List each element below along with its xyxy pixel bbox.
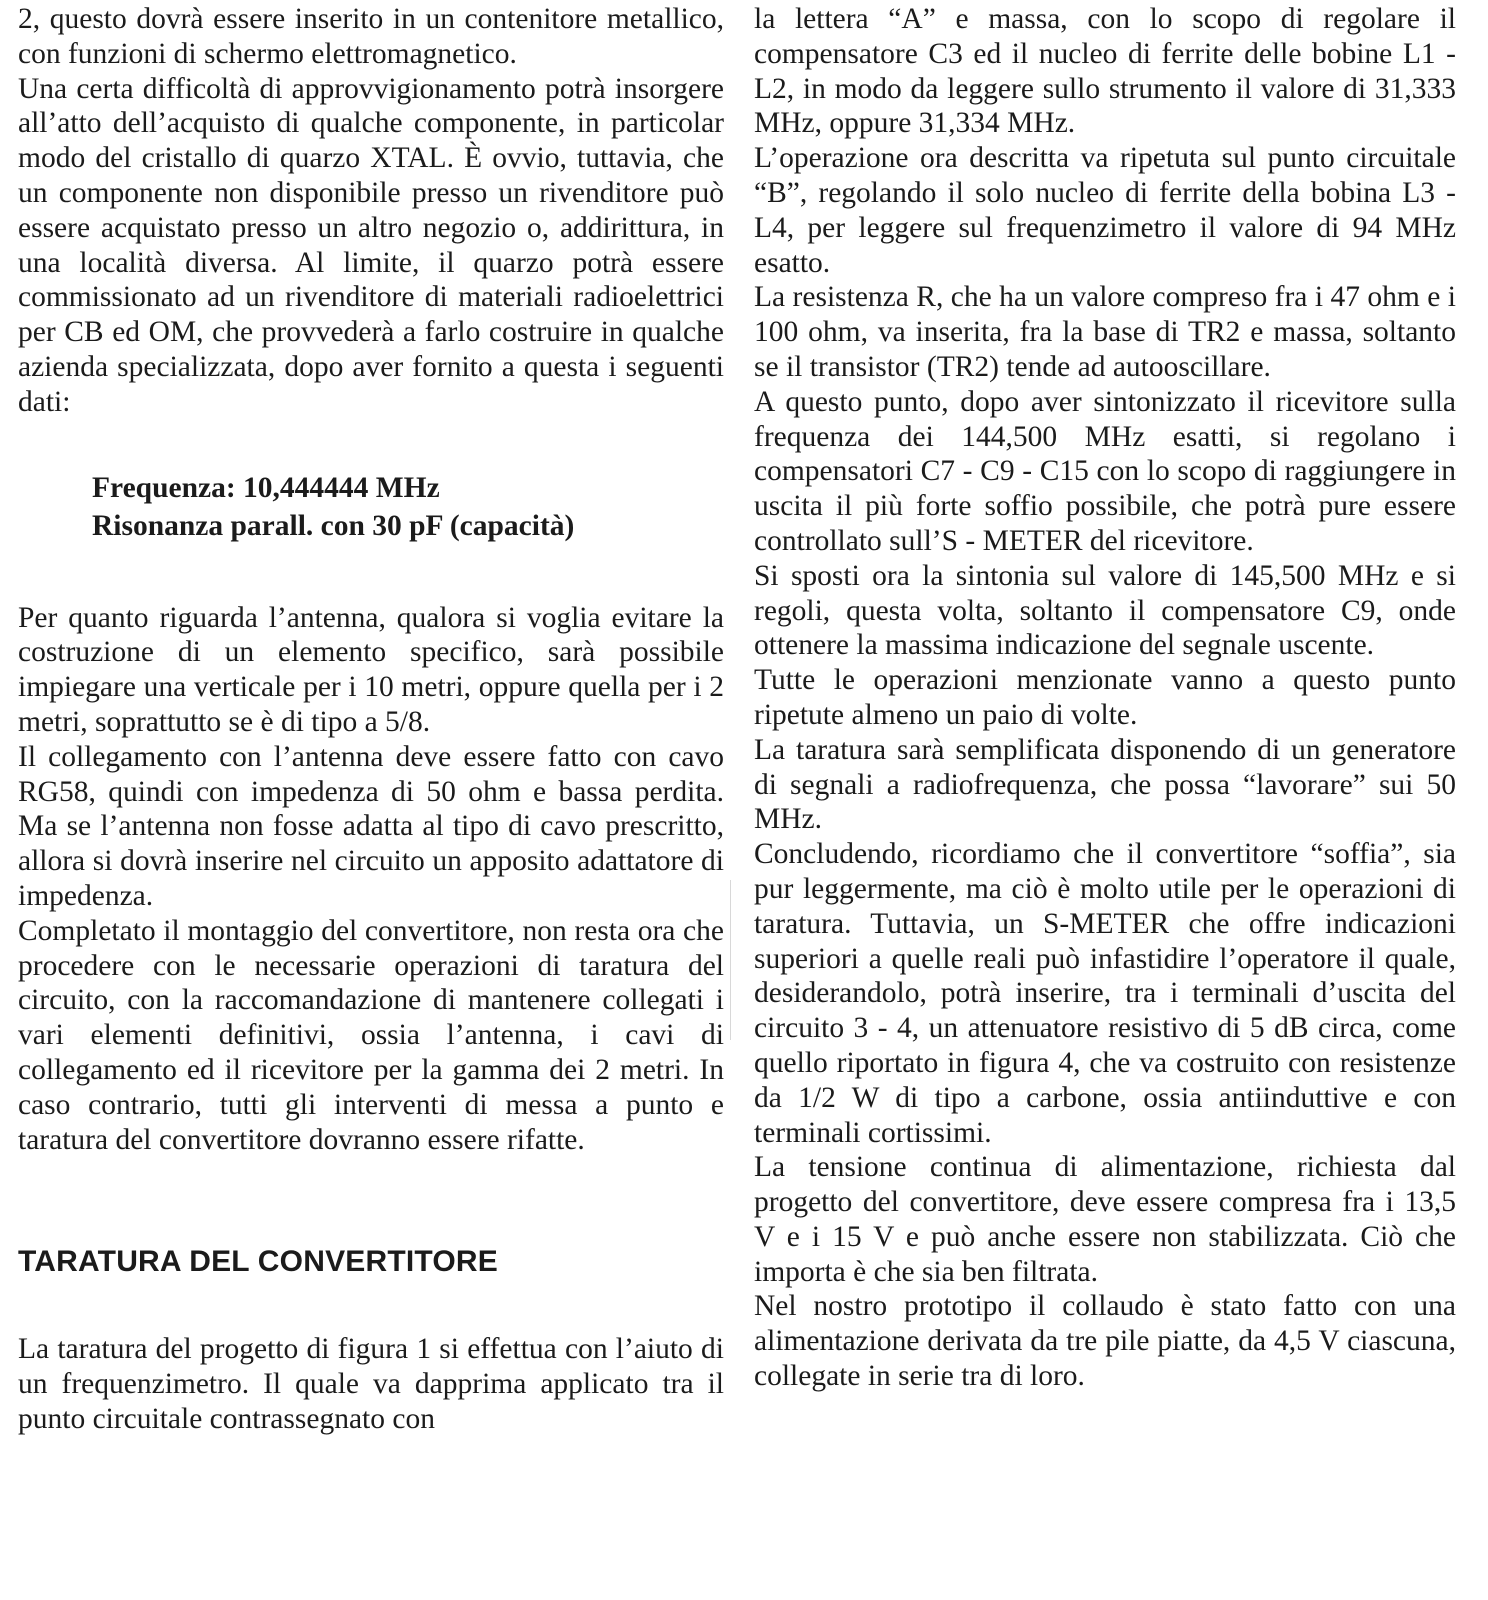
paragraph: 2, questo dovrà essere inserito in un contenitore metallico, con funzioni di schermo elettromagnetico.	[18, 3, 724, 70]
column-divider	[730, 880, 731, 1040]
paragraph: La taratura sarà semplificata disponendo di un generatore di segnali a radiofrequenza, che possa “lavorare” sui 50 MHz.	[754, 733, 1456, 836]
paragraph: La resistenza R, che ha un valore compreso fra i 47 ohm e i 100 ohm, va inserita, fra la base di TR2 e massa, soltanto se il transistor (TR2) tende ad autooscillare.	[754, 281, 1456, 383]
paragraph: Per quanto riguarda l’antenna, qualora si voglia evitare la costruzione di un elemento specifico, sarà possibile impiegare una verticale per i 10 metri, oppure quella per i 2 metri, soprattutto se è di tipo a 5/8.	[18, 601, 724, 738]
section-heading: TARATURA DEL CONVERTITORE	[18, 1245, 499, 1279]
quartz-specs-block	[92, 469, 724, 545]
quartz-frequency: Frequenza: 10,444444 MHz	[92, 471, 440, 504]
paragraph: la lettera “A” e massa, con lo scopo di regolare il compensatore C3 ed il nucleo di ferrite delle bobine L1 - L2, in modo da leggere sullo strumento il valore di 31,333 MHz, oppure 31,334 MHz.	[754, 3, 1456, 140]
paragraph: Concludendo, ricordiamo che il convertitore “soffia”, sia pur leggermente, ma ciò è molto utile per le operazioni di taratura. Tuttavia, un S-METER che offre indicazioni superiori a quelle reali può infastidire l’operatore il quale, desiderandolo, potrà inserire, tra i terminali d’uscita del circuito 3 - 4, un attenuatore resistivo di 5 dB circa, come quello riportato in figura 4, che va costruito con resistenze da 1/2 W di tipo a carbone, ossia antiinduttive e con terminali cortissimi.	[754, 838, 1456, 1149]
paragraph: L’operazione ora descritta va ripetuta sul punto circuitale “B”, regolando il solo nucleo di ferrite della bobina L3 - L4, per leggere sul frequenzimetro il valore di 94 MHz esatto.	[754, 142, 1456, 279]
paragraph: Completato il montaggio del convertitore, non resta ora che procedere con le necessarie operazioni di taratura del circuito, con la raccomandazione di mantenere collegati i vari elementi definitivi, ossia l’antenna, i cavi di collegamento ed il ricevitore per la gamma dei 2 metri. In caso contrario, tutti gli interventi di messa a punto e taratura del convertitore dovranno essere rifatte.	[18, 914, 724, 1156]
paragraph: A questo punto, dopo aver sintonizzato il ricevitore sulla frequenza dei 144,500 MHz esatti, si regolano i compensatori C7 - C9 - C15 con lo scopo di raggiungere in uscita il più forte soffio possibile, che potrà pure essere controllato sull’S - METER del ricevitore.	[754, 385, 1456, 557]
quartz-resonance: Risonanza parall. con 30 pF (capacità)	[92, 509, 575, 542]
left-column	[18, 2, 724, 1437]
right-column	[754, 2, 1456, 1394]
paragraph: Il collegamento con l’antenna deve essere fatto con cavo RG58, quindi con impedenza di 50 ohm e bassa perdita. Ma se l’antenna non fosse adatta al tipo di cavo prescritto, allora si dovrà inserire nel circuito un apposito adattatore di impedenza.	[18, 740, 724, 912]
paragraph: Tutte le operazioni menzionate vanno a questo punto ripetute almeno un paio di volte.	[754, 664, 1456, 731]
paragraph: Si sposti ora la sintonia sul valore di 145,500 MHz e si regoli, questa volta, soltanto il compensatore C9, onde ottenere la massima indicazione del segnale uscente.	[754, 559, 1456, 662]
paragraph: Una certa difficoltà di approvvigionamento potrà insorgere all’atto dell’acquisto di qualche componente, in particolar modo del cristallo di quarzo XTAL. È ovvio, tuttavia, che un componente non disponibile presso un rivenditore può essere acquistato presso un altro negozio o, addirittura, in una località diversa. Al limite, il quarzo potrà essere commissionato ad un rivenditore di materiali radioelettrici per CB ed OM, che provvederà a farlo costruire in qualche azienda specializzata, dopo aver fornito a questa i seguenti dati:	[18, 72, 724, 418]
paragraph: Nel nostro prototipo il collaudo è stato fatto con una alimentazione derivata da tre pile piatte, da 4,5 V ciascuna, collegate in serie tra di loro.	[754, 1290, 1456, 1393]
paragraph: La tensione continua di alimentazione, richiesta dal progetto del convertitore, deve essere compresa fra i 13,5 V e i 15 V e può anche essere non stabilizzata. Ciò che importa è che sia ben filtrata.	[754, 1151, 1456, 1288]
paragraph: La taratura del progetto di figura 1 si effettua con l’aiuto di un frequenzimetro. Il quale va dapprima applicato tra il punto circuitale contrassegnato con	[18, 1333, 724, 1435]
